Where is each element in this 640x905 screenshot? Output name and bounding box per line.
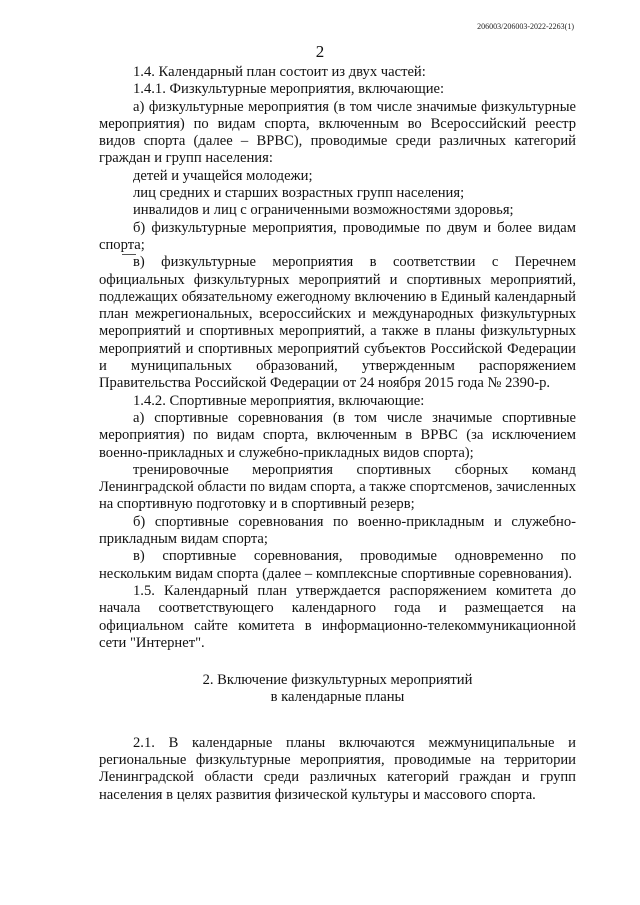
paragraph-1-4-1-b: б) физкультурные мероприятия, проводимые по двум и более видам спорта;: [99, 219, 576, 253]
list-item-disabled: инвалидов и лиц с ограниченными возможностями здоровья;: [133, 202, 514, 219]
paragraph-1-5: 1.5. Календарный план утверждается распоряжением комитета до начала соответствующего календарного года и размещается на официальном сайте комитета в информационно-телекоммуникационной сети "Интернет".: [99, 582, 576, 651]
paragraph-1-4-2: 1.4.2. Спортивные мероприятия, включающие:: [133, 392, 425, 409]
paragraph-1-4-1-a: а) физкультурные мероприятия (в том числе значимые физкультурные мероприятия) по видам спорта, включенным во Всероссийский реестр видов спорта (далее – ВРВС), проводимые среди различных категорий граждан и групп населения:: [99, 98, 576, 167]
document-body: [99, 64, 576, 804]
paragraph-1-4-2-b: б) спортивные соревнования по военно-прикладным и служебно-прикладным видам спорта;: [99, 513, 576, 548]
paragraph-training-events: тренировочные мероприятия спортивных сборных команд Ленинградской области по видам спорта, а также спортсменов, зачисленных на спортивную подготовку и в спортивный резерв;: [99, 461, 576, 513]
paragraph-1-4-1: 1.4.1. Физкультурные мероприятия, включающие:: [133, 81, 445, 98]
section-heading: [99, 672, 576, 707]
section-heading-line-2: в календарные планы: [270, 689, 405, 706]
paragraph-2-1: 2.1. В календарные планы включаются межмуниципальные и региональные физкультурные мероприятия, проводимые на территории Ленинградской области среди различных категорий граждан и групп населения в целях развития физической культуры и массового спорта.: [99, 734, 576, 803]
page-number: 2: [315, 42, 325, 61]
paragraph-1-4-2-v: в) спортивные соревнования, проводимые одновременно по нескольким видам спорта (далее – комплексные спортивные соревнования).: [99, 548, 576, 582]
section-heading-line-1: 2. Включение физкультурных мероприятий: [202, 672, 473, 689]
list-item-youth: детей и учащейся молодежи;: [133, 167, 313, 184]
paragraph-1-4-2-a: а) спортивные соревнования (в том числе значимые спортивные мероприятия) по видам спорта, включенным в ВРВС (за исключением военно-прикладных и служебно-прикладных видов спорта);: [99, 409, 576, 461]
list-item-older-groups: лиц средних и старших возрастных групп населения;: [133, 185, 465, 202]
document-id: 206003/206003-2022-2263(1): [477, 22, 574, 31]
paragraph-1-4-1-v: в) физкультурные мероприятия в соответствии с Перечнем официальных физкультурных мероприятий и спортивных мероприятий, подлежащих обязательному ежегодному включению в Единый календарный план межрегиональных, всероссийских и международных физкультурных мероприятий и спортивных мероприятий, а также в планы физкультурных мероприятий и спортивных мероприятий субъектов Российской Федерации и муниципальных образований, утвержденным распоряжением Правительства Российской Федерации от 24 ноября 2015 года № 2390-р.: [99, 254, 576, 392]
paragraph-1-4: 1.4. Календарный план состоит из двух частей:: [133, 64, 426, 80]
